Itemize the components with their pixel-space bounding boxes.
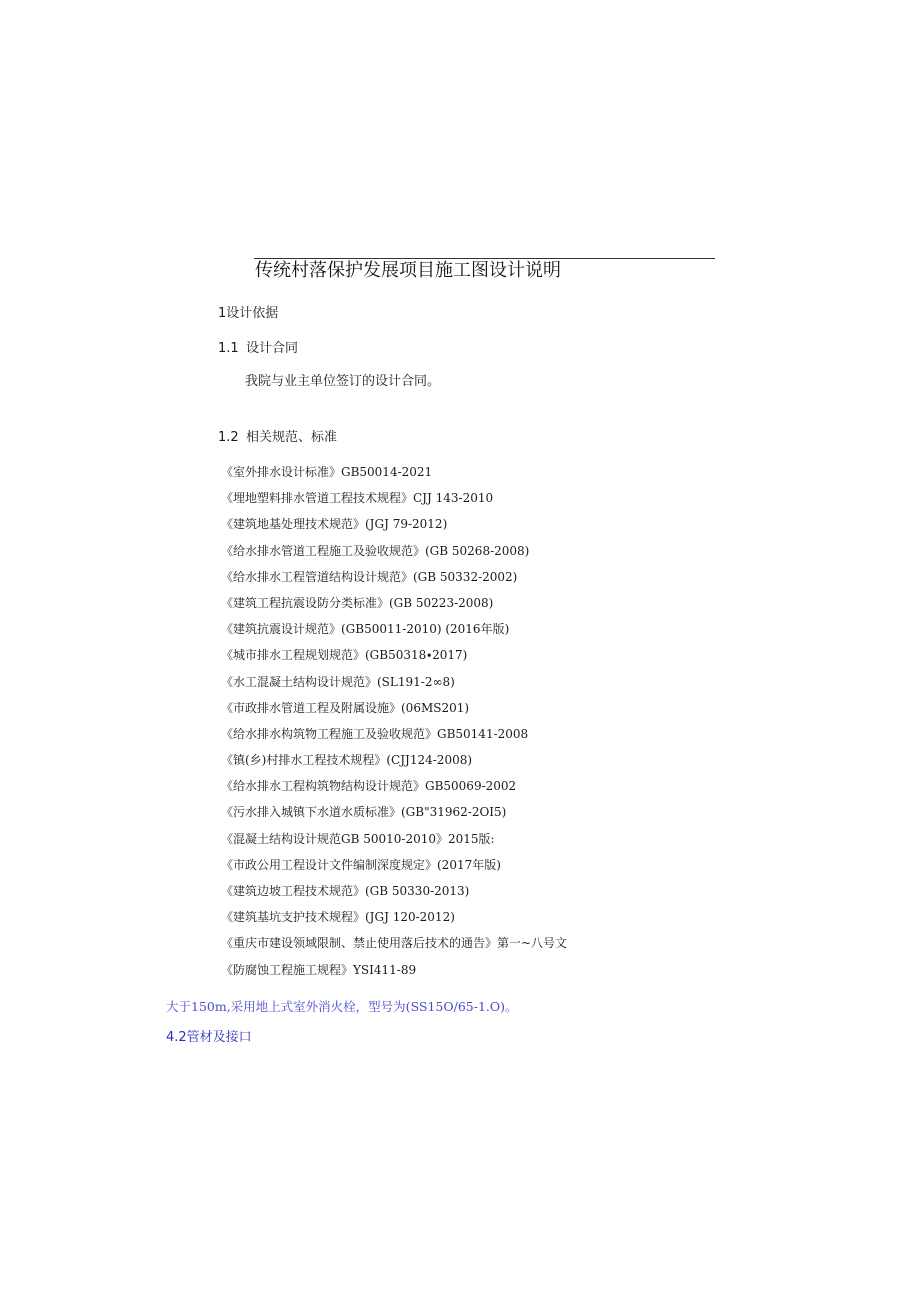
list-item: 《给水排水工程构筑物结构设计规范》GB50069-2002 — [221, 779, 517, 794]
list-item: 《建筑基坑支护技术规程》(JGJ 120-2012) — [221, 910, 455, 925]
list-item: 《市政排水管道工程及附属设施》(06MS201) — [221, 700, 470, 715]
subsection-number: 1.2 — [218, 430, 239, 445]
subsection-label: 相关规范、标准 — [246, 430, 338, 445]
list-item: 《建筑边坡工程技术规范》(GB 50330-2013) — [221, 884, 470, 898]
subsection-heading-standards — [218, 429, 337, 447]
standards-list — [221, 463, 567, 987]
list-item: 《给水排水工程管道结构设计规范》(GB 50332-2002) — [221, 569, 518, 584]
list-item: 《市政公用工程设计文件编制深度规定》(2017年版) — [221, 857, 501, 872]
list-item: 《建筑地基处理技术规范》(JGJ 79-2012) — [221, 517, 448, 532]
list-item: 《建筑抗震设计规范》(GB50011-2010) (2016年版) — [221, 622, 510, 637]
list-item: 《混凝土结构设计规范GB 50010-2010》2015版: — [221, 831, 495, 846]
list-item: 《污水排入城镇下水道水质标准》(GB"31962-2OI5) — [221, 805, 507, 820]
subsection-number: 1.1 — [218, 341, 239, 356]
list-item: 《埋地塑料排水管道工程技术规程》CJJ 143-2010 — [221, 491, 494, 506]
list-item: 《室外排水设计标准》GB50014-2021 — [221, 465, 433, 479]
fire-hydrant-note: 大于150m,采用地上式室外消火栓，型号为(SS15O∕65-1.O)。 — [166, 999, 518, 1014]
list-item: 《重庆市建设领域限制、禁止使用落后技术的通告》第一~八号文 — [221, 936, 568, 951]
subsection-label: 设计合同 — [246, 341, 299, 356]
section-heading-design-basis: 1设计依据 — [218, 306, 279, 321]
contract-text: 我院与业主单位签订的设计合同。 — [245, 374, 441, 389]
section-heading-pipes-joints: 4.2管材及接口 — [166, 1030, 252, 1045]
subsection-heading-contract — [218, 340, 298, 358]
list-item: 《镇(乡)村排水工程技术规程》(CJJ124-2008) — [221, 753, 473, 768]
list-item: 《水工混凝土结构设计规范》(SL191-2∞8) — [221, 674, 455, 689]
list-item: 《建筑工程抗震设防分类标准》(GB 50223-2008) — [221, 595, 494, 610]
list-item: 《给水排水构筑物工程施工及验收规范》GB50141-2008 — [221, 726, 529, 741]
list-item: 《防腐蚀工程施工规程》YSI411-89 — [221, 962, 417, 977]
document-title: 传统村落保护发展项目施工图设计说明 — [255, 260, 561, 281]
list-item: 《给水排水管道工程施工及验收规范》(GB 50268-2008) — [221, 543, 530, 558]
list-item: 《城市排水工程规划规范》(GB50318∙2017) — [221, 648, 468, 663]
